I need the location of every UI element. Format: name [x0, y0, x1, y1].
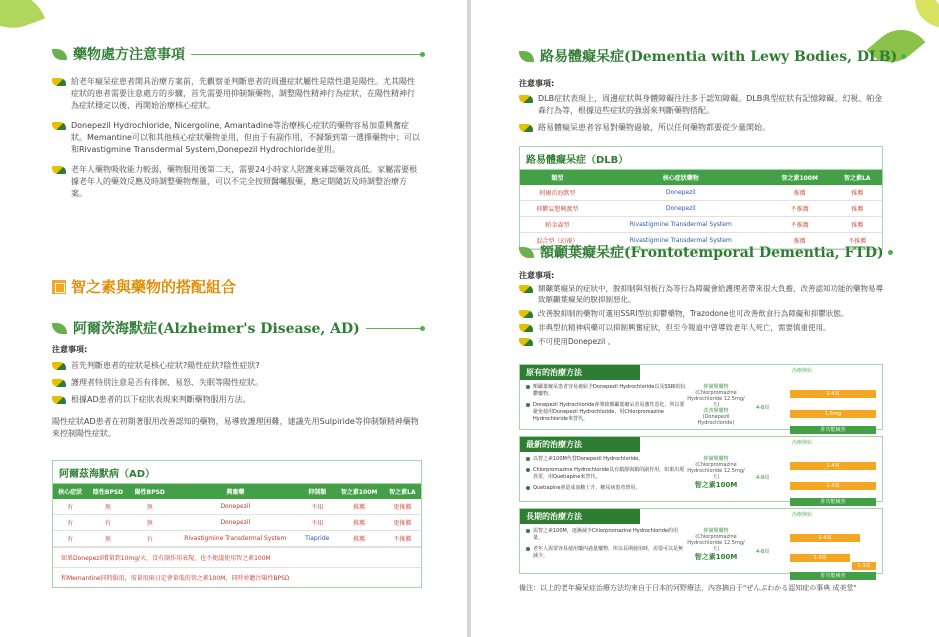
table-header: 興奮藥	[171, 484, 300, 499]
drug-dose: (Chlorpromazine Hydrochloride 12.5mg/天)	[687, 534, 745, 552]
leaf-icon	[519, 247, 534, 258]
drug-dose: (Chlorpromazine Hydrochloride 12.5mg/天)	[687, 390, 745, 408]
drug-dose: (Chlorpromazine Hydrochloride 12.5mg/天)	[687, 462, 745, 480]
bullet-dot-icon	[526, 529, 530, 533]
plan-title: 最新的治療方法	[520, 437, 640, 452]
timeline-label: 4-8周	[756, 549, 770, 555]
ftd-notes	[519, 270, 889, 350]
pen-icon	[519, 124, 533, 132]
plan-start-label: 治療開始	[791, 440, 812, 446]
treatment-plan-original	[519, 364, 883, 433]
pen-icon	[519, 285, 533, 293]
plan-start-label: 治療開始	[791, 512, 812, 518]
drug-label: 智之素100M	[694, 553, 738, 561]
leaf-icon	[52, 323, 67, 334]
table-header: 智之素LA	[833, 170, 882, 185]
table-row: 有 無 有 Rivastigmine Transdermal System Tiapride 推薦 不推薦	[53, 531, 421, 547]
drug-label: 抑制類藥物	[703, 384, 729, 390]
liver-check-bar: 肝功能檢查	[790, 572, 876, 580]
ad-notes	[52, 344, 422, 440]
note-title: 注意事項:	[519, 271, 555, 280]
list-item: 非典型抗精神病藥可以抑制興奮症狀，但至今報道中曾導致老年人死亡，需要慎重使用。	[519, 322, 889, 333]
section-title-ftd: 額顳葉癡呆症(Frontotemporal Dementia, FTD)	[519, 242, 889, 262]
pen-icon	[52, 379, 66, 387]
table-header: 抑制類	[300, 484, 334, 499]
dlb-notes	[519, 78, 889, 139]
list-item: Quetiapine會造成血糖上升，糖尿病患者禁用。	[526, 485, 686, 492]
list-item: 額顳葉癡呆的症狀中，脫抑制與刻板行為等行為障礙會給護理者帶來很大負擔，改善認知功能的藥物易導致額顳葉癡呆的脫抑制惡化。	[519, 283, 889, 305]
timeline-bar: 1-3周	[790, 482, 876, 490]
table-header: 智之素LA	[384, 484, 421, 499]
table-header: 類型	[520, 170, 595, 185]
left-page	[0, 0, 467, 637]
table-header: 陰性BPSD	[87, 484, 129, 499]
drug-dose: (Donepezil Hydrochloride)	[697, 414, 735, 426]
dlb-table	[520, 170, 882, 249]
pen-icon	[519, 310, 533, 318]
table-header: 核心症狀藥物	[595, 170, 767, 185]
note-title: 注意事項:	[519, 79, 555, 88]
timeline-bar: 1-4周	[790, 390, 876, 398]
pen-icon	[52, 396, 66, 404]
pen-icon	[519, 324, 533, 332]
list-item: Chlorpromazine Hydrochloride具有鎮靜與鎮的副作用，如果出現異常，用Quetiapine來替代。	[526, 467, 686, 481]
leaf-icon	[519, 51, 534, 62]
liver-check-bar: 肝功能檢查	[790, 498, 876, 506]
table-note: 和Memantine同時服用，需量用兩日定會量低的智之素100M，同時並聽注陽性BPSD	[53, 567, 421, 587]
table-title: 阿爾茲海默病（AD）	[53, 461, 421, 484]
section-title-ad: 阿爾茨海默症(Alzheimer's Disease, AD)	[52, 318, 422, 338]
combination-heading: 智之素與藥物的搭配組合	[52, 276, 236, 297]
timeline-label: 4-8周	[756, 405, 770, 411]
timeline-label: 4-8周	[756, 475, 770, 481]
section-title-dlb: 路易體癡呆症(Dementia with Lewy Bodies, DLB)	[519, 46, 859, 66]
timeline-bar: 1-4周	[790, 534, 860, 542]
note-title: 注意事項:	[52, 345, 88, 354]
list-item: 給老年癡呆症患者開具治療方案前，先觀察並判斷患者的周邊症狀屬性是陰性還是陽性。尤其陽性症狀的患者需要注意處方的步驟，首先需要用抑制類藥物，調整陽性精神行為症狀，在陽性精神行為症狀穩定以後，再開始治療核心症狀。	[52, 76, 422, 112]
list-item: 以智之素100M代替Donepezil Hydrochloride。	[526, 456, 686, 463]
list-item: 老年人需要容易使用藥內過量藥物，所以長期使用時，需要可以是無減少。	[526, 546, 686, 560]
square-icon	[52, 280, 66, 294]
ad-paragraph: 陽性症狀AD患者在初期著服用改善認知的藥物，易導致護理困難，建議先用Sulpiride等抑制類精神藥物來控制陽性症狀。	[52, 417, 419, 438]
bullet-dot-icon	[526, 468, 530, 472]
list-item: 改善脫抑制的藥物可選用SSRI型抗抑鬱藥物，Trazodone也可改善飲食行為障礙和抑鬱狀態。	[519, 308, 889, 319]
table-row: 混合型（幻視） Rivastigmine Transdermal System 推薦 不推薦	[520, 233, 882, 249]
drug-label: 改善類藥物	[703, 408, 729, 414]
drug-label: 智之素100M	[694, 481, 738, 489]
table-row: 帕金森型 Rivastigmine Transdermal System 不推薦 推薦	[520, 217, 882, 233]
table-header: 智之素100M	[767, 170, 833, 185]
list-item: 額顳葉癡呆患者容易被給予Donepezil Hydrochloride以及SSRI的抗鬱藥物。	[526, 384, 686, 398]
list-item: 需智之素100M，逐漸減少Chlorpromazine Hydrochloride的用量。	[526, 528, 686, 542]
bullet-dot-icon	[526, 403, 530, 407]
ad-table	[53, 484, 421, 547]
dlb-table-box	[519, 146, 883, 250]
drug-label: 抑制類藥物	[703, 456, 729, 462]
table-row: 阿爾茨海默型 Donepezil 推薦 推薦	[520, 185, 882, 201]
table-header: 智之素100M	[334, 484, 383, 499]
timeline-bar: 1-3周	[852, 562, 876, 570]
right-page	[471, 0, 939, 637]
pen-icon	[52, 362, 66, 370]
bullet-dot-icon	[526, 385, 530, 389]
pen-icon	[52, 166, 66, 174]
list-item: Donepezil Hydrochloride, Nicergoline, Amantadine等治療核心症狀的藥物容易加重興奮症狀。Memantine可以和其他核心症狀藥物並用，但由于有副作用，不歸類到第一選擇藥物中；可以和Rivastigmine Transdermal System,Donepezil Hydrochloride並用。	[52, 120, 422, 156]
footnote: 備注：以上的老年癡呆症治療方法均來自于日本的河野療法，內容摘自于"ぜんぶわかる認知症の事典 成美堂"	[519, 584, 857, 592]
list-item: 路易體癡呆患者容易對藥物過敏，所以任何藥物都要從少量開始。	[519, 122, 889, 134]
table-row: 有 有 無 Donepezil 不用 推薦 更推薦	[53, 515, 421, 531]
pen-icon	[52, 78, 66, 86]
list-item: 根據AD患者的以下症狀表現來判斷藥物服用方法。	[52, 394, 422, 406]
timeline-bar: 1-4周	[790, 462, 876, 470]
plan-start-label: 治療開始	[791, 368, 812, 374]
leaf-icon	[52, 49, 67, 60]
liver-check-bar: 肝功能檢查	[790, 426, 876, 434]
treatment-plan-latest	[519, 436, 883, 505]
timeline-bar: 1-3周	[790, 554, 850, 562]
plan-title: 原有的治療方法	[520, 365, 640, 380]
leaf-decoration-icon	[0, 0, 45, 39]
pen-icon	[519, 95, 533, 103]
bullet-dot-icon	[526, 486, 530, 490]
section-title-prescription: 藥物處方注意事項	[52, 44, 422, 64]
list-item: Donepezil Hydrochloride會導致額顳葉癡呆者易激性惡化，所以要避免使用Donepezil Hydrochloride，用Chlorpromazine Hydrochloride來替代。	[526, 402, 686, 423]
pen-icon	[519, 338, 533, 346]
list-item: DLB症狀表現上，周邊症狀與身體障礙往往多于認知障礙。DLB典型症狀有記憶障礙、幻視、帕金森行為等，根據這些症狀的強弱來判斷藥物搭配。	[519, 93, 889, 117]
plan-title: 長期的治療方法	[520, 509, 640, 524]
list-item: 護理者特別注意是否有徘徊、易怒、失眠等陽性症狀。	[52, 377, 422, 389]
list-item: 首先判斷患者的症狀是核心症狀?陽性症狀?陰性症狀?	[52, 360, 422, 372]
list-item: 不可使用Donepezil 。	[519, 336, 889, 347]
table-note: 如果Donepezil增量到10mg/天，沒有副作用表現，也不便議使用智之素100M	[53, 547, 421, 567]
timeline-bar: 1.5mg	[790, 410, 876, 418]
bullet-dot-icon	[526, 457, 530, 461]
prescription-bullets	[52, 76, 422, 205]
leaf-decoration-icon	[907, 0, 939, 28]
table-row: 抑鬱妄想興奮型 Donepezil 不推薦 推薦	[520, 201, 882, 217]
ad-table-box	[52, 460, 422, 588]
table-title: 路易體癡呆症（DLB）	[520, 147, 882, 170]
list-item: 老年人藥物吸收能力較弱，藥物服用後第二天，需要24小時家人陪護來確認藥效高低。家屬需要根據老年人的藥效反應及時調整藥物劑量，可以不完全按照醫囑服藥，應定期隨訪及時調整治療方案。	[52, 164, 422, 200]
treatment-plan-long-term	[519, 508, 883, 579]
bullet-dot-icon	[526, 547, 530, 551]
table-header: 核心症狀	[53, 484, 87, 499]
drug-label: 抑制類藥物	[703, 528, 729, 534]
pen-icon	[52, 122, 66, 130]
table-row: 有 無 無 Donepezil 不用 推薦 更推薦	[53, 499, 421, 515]
table-header: 陽性BPSD	[129, 484, 171, 499]
